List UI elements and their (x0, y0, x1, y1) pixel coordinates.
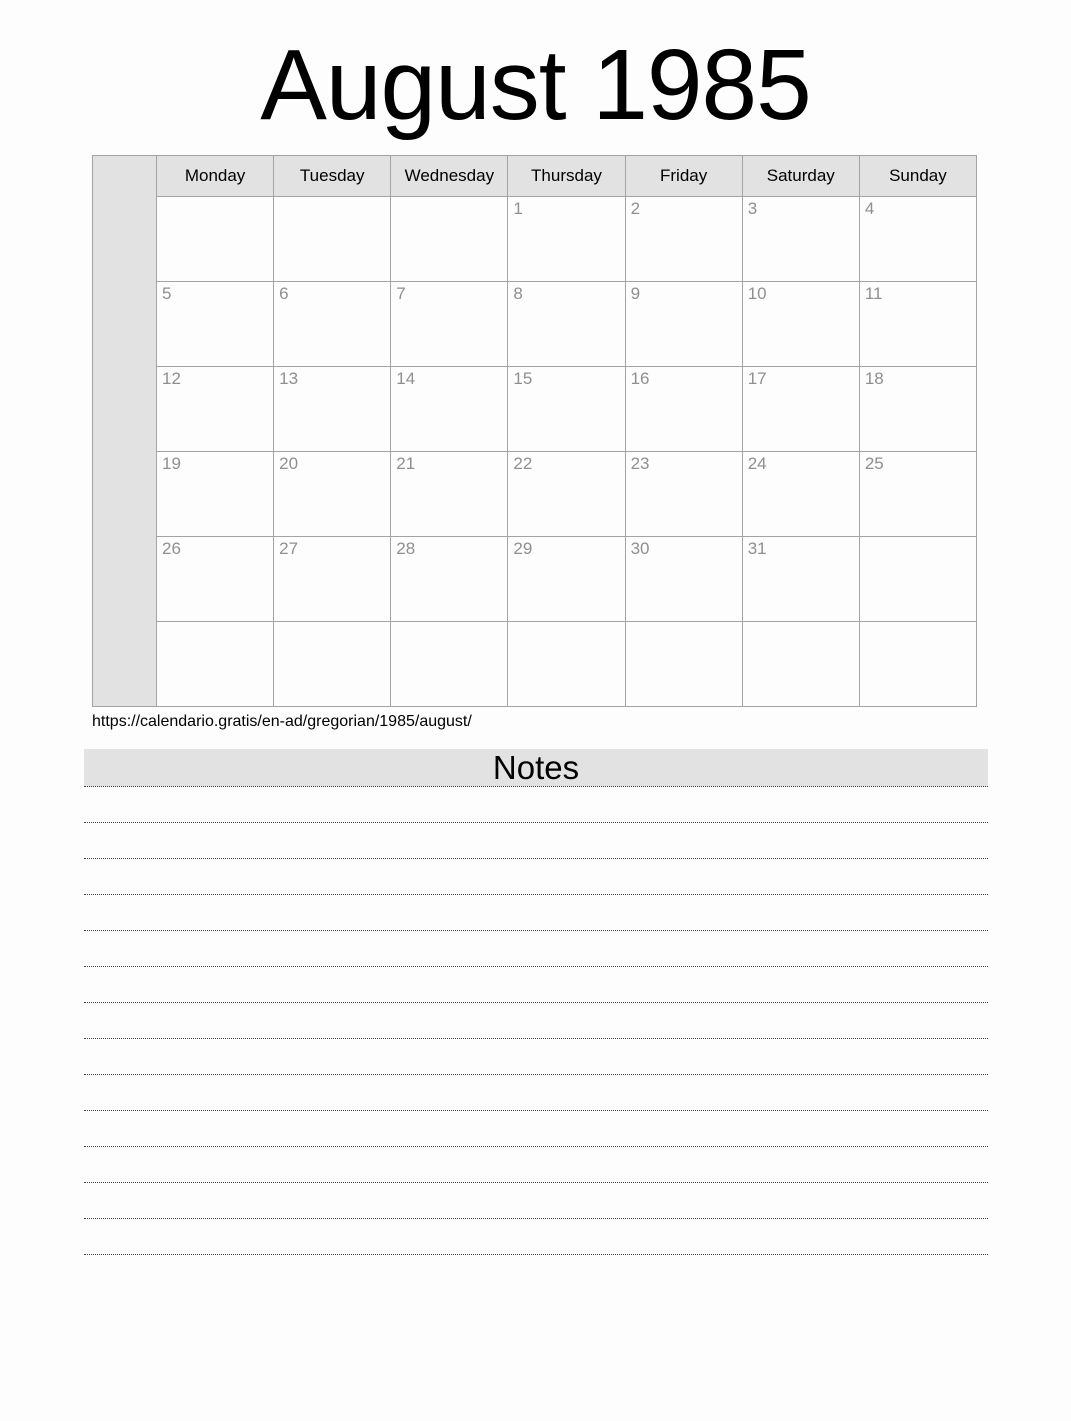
notes-line (84, 931, 988, 967)
week-row-4 (93, 452, 977, 537)
day-cell: 30 (625, 537, 742, 622)
calendar-left-gutter (93, 156, 157, 707)
notes-line (84, 1039, 988, 1075)
day-cell: 5 (157, 282, 274, 367)
notes-line (84, 787, 988, 823)
notes-line (84, 1183, 988, 1219)
day-cell (274, 622, 391, 707)
week-row-2 (93, 282, 977, 367)
day-cell: 28 (391, 537, 508, 622)
day-cell: 25 (859, 452, 976, 537)
source-url: https://calendario.gratis/en-ad/gregorian/1985/august/ (92, 713, 472, 730)
weekday-header-friday: Friday (625, 156, 742, 197)
week-row-5 (93, 537, 977, 622)
day-cell: 8 (508, 282, 625, 367)
week-row-3 (93, 367, 977, 452)
day-cell: 23 (625, 452, 742, 537)
day-cell: 31 (742, 537, 859, 622)
day-cell (391, 197, 508, 282)
weekday-header-row (93, 156, 977, 197)
day-cell: 17 (742, 367, 859, 452)
weekday-header-thursday: Thursday (508, 156, 625, 197)
notes-line (84, 1003, 988, 1039)
day-cell: 20 (274, 452, 391, 537)
day-cell: 1 (508, 197, 625, 282)
day-cell: 12 (157, 367, 274, 452)
calendar-container (92, 155, 977, 731)
day-cell (508, 622, 625, 707)
notes-section (84, 749, 988, 1255)
day-cell: 16 (625, 367, 742, 452)
notes-lines (84, 787, 988, 1255)
page-title: August 1985 (260, 29, 811, 141)
notes-line (84, 1219, 988, 1255)
day-cell: 13 (274, 367, 391, 452)
day-cell (625, 622, 742, 707)
day-cell: 6 (274, 282, 391, 367)
weekday-header-sunday: Sunday (859, 156, 976, 197)
notes-line (84, 967, 988, 1003)
notes-line (84, 859, 988, 895)
day-cell (742, 622, 859, 707)
day-cell: 7 (391, 282, 508, 367)
day-cell: 21 (391, 452, 508, 537)
day-cell: 4 (859, 197, 976, 282)
weekday-header-saturday: Saturday (742, 156, 859, 197)
notes-line (84, 1075, 988, 1111)
day-cell: 2 (625, 197, 742, 282)
notes-line (84, 1147, 988, 1183)
day-cell: 15 (508, 367, 625, 452)
weekday-header-tuesday: Tuesday (274, 156, 391, 197)
week-row-1 (93, 197, 977, 282)
notes-line (84, 895, 988, 931)
day-cell: 19 (157, 452, 274, 537)
day-cell: 3 (742, 197, 859, 282)
notes-line (84, 1111, 988, 1147)
day-cell (859, 537, 976, 622)
day-cell (391, 622, 508, 707)
day-cell (859, 622, 976, 707)
day-cell (157, 622, 274, 707)
day-cell: 10 (742, 282, 859, 367)
day-cell: 22 (508, 452, 625, 537)
day-cell (157, 197, 274, 282)
day-cell: 24 (742, 452, 859, 537)
week-row-6 (93, 622, 977, 707)
day-cell: 29 (508, 537, 625, 622)
weekday-header-wednesday: Wednesday (391, 156, 508, 197)
day-cell: 14 (391, 367, 508, 452)
day-cell: 9 (625, 282, 742, 367)
day-cell: 27 (274, 537, 391, 622)
day-cell: 11 (859, 282, 976, 367)
notes-line (84, 823, 988, 859)
day-cell: 18 (859, 367, 976, 452)
day-cell: 26 (157, 537, 274, 622)
calendar-table (92, 155, 977, 707)
notes-title: Notes (84, 749, 988, 787)
day-cell (274, 197, 391, 282)
weekday-header-monday: Monday (157, 156, 274, 197)
